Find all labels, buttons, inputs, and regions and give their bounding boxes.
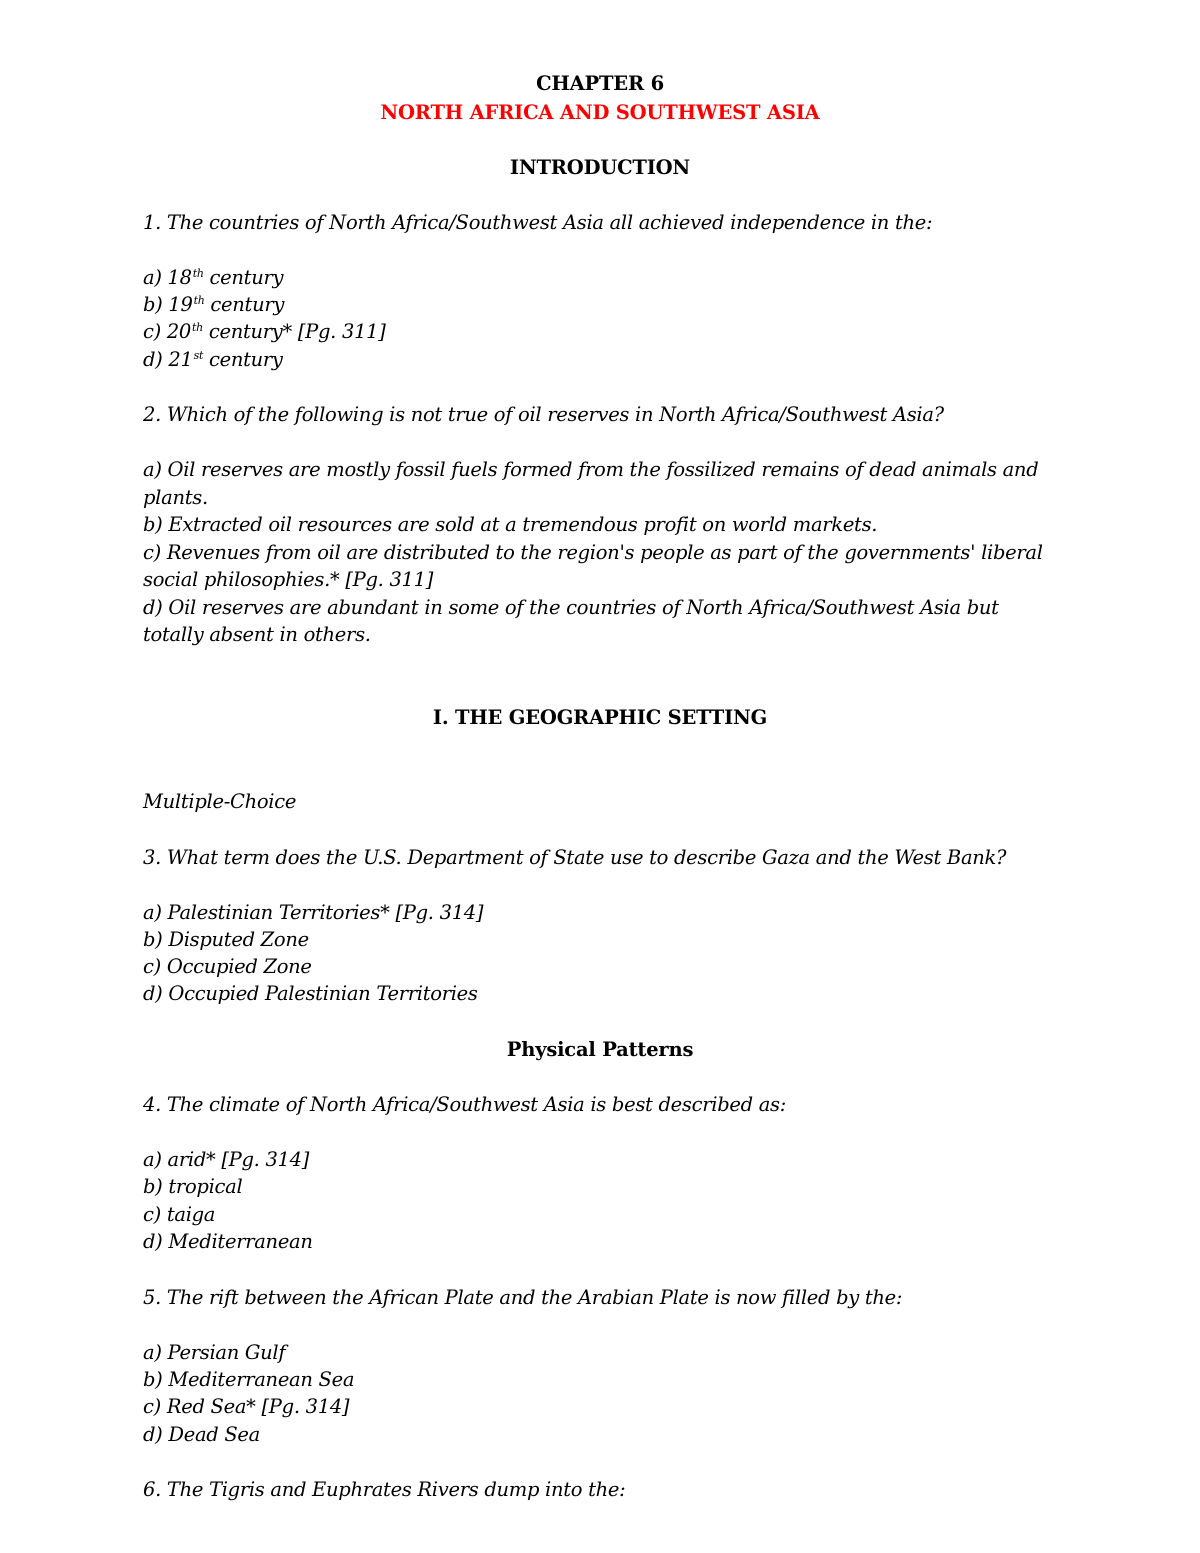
q4-option-b: b) tropical [143, 1175, 243, 1198]
q4-option-a: a) arid* [Pg. 314] [143, 1148, 310, 1171]
question-2: 2. Which of the following is not true of oil reserves in North Africa/Southwest Asia? [143, 403, 944, 426]
introduction-heading: INTRODUCTION [509, 156, 691, 179]
q2-option-c-line-2: social philosophies.* [Pg. 311] [143, 568, 434, 591]
q5-option-d: d) Dead Sea [143, 1423, 260, 1446]
q1-option-c: c) 20th century* [Pg. 311] [143, 320, 386, 343]
q4-option-d: d) Mediterranean [143, 1230, 313, 1253]
q5-option-b: b) Mediterranean Sea [143, 1368, 355, 1391]
q2-option-d-line-1: d) Oil reserves are abundant in some of the countries of North Africa/Southwest Asia but [143, 596, 999, 619]
multiple-choice-label: Multiple-Choice [143, 790, 297, 813]
q5-option-a: a) Persian Gulf [143, 1341, 286, 1364]
chapter-heading: CHAPTER 6 [536, 72, 664, 95]
q2-option-d-line-2: totally absent in others. [143, 623, 371, 646]
q2-option-b: b) Extracted oil resources are sold at a tremendous profit on world markets. [143, 513, 878, 536]
question-5: 5. The rift between the African Plate and the Arabian Plate is now filled by the: [143, 1286, 903, 1309]
question-1: 1. The countries of North Africa/Southwest Asia all achieved independence in the: [143, 211, 933, 234]
q2-option-a-line-2: plants. [143, 486, 208, 509]
q5-option-c: c) Red Sea* [Pg. 314] [143, 1395, 350, 1418]
q2-option-c-line-1: c) Revenues from oil are distributed to the region's people as part of the governments' liberal [143, 541, 1043, 564]
q1-option-a: a) 18th century [143, 266, 284, 289]
q1-option-d: d) 21st century [143, 348, 283, 371]
q3-option-d: d) Occupied Palestinian Territories [143, 982, 478, 1005]
q2-option-a-line-1: a) Oil reserves are mostly fossil fuels formed from the fossilized remains of dead animals and [143, 458, 1039, 481]
physical-patterns-heading: Physical Patterns [506, 1038, 694, 1061]
question-3: 3. What term does the U.S. Department of State use to describe Gaza and the West Bank? [143, 846, 1007, 869]
question-4: 4. The climate of North Africa/Southwest Asia is best described as: [143, 1093, 786, 1116]
q3-option-b: b) Disputed Zone [143, 928, 309, 951]
q4-option-c: c) taiga [143, 1203, 216, 1226]
region-title: NORTH AFRICA AND SOUTHWEST ASIA [380, 101, 820, 124]
section-heading-geographic-setting: I. THE GEOGRAPHIC SETTING [432, 706, 768, 729]
q3-option-c: c) Occupied Zone [143, 955, 312, 978]
q1-option-b: b) 19th century [143, 293, 285, 316]
q3-option-a: a) Palestinian Territories* [Pg. 314] [143, 901, 484, 924]
question-6: 6. The Tigris and Euphrates Rivers dump into the: [143, 1478, 626, 1501]
